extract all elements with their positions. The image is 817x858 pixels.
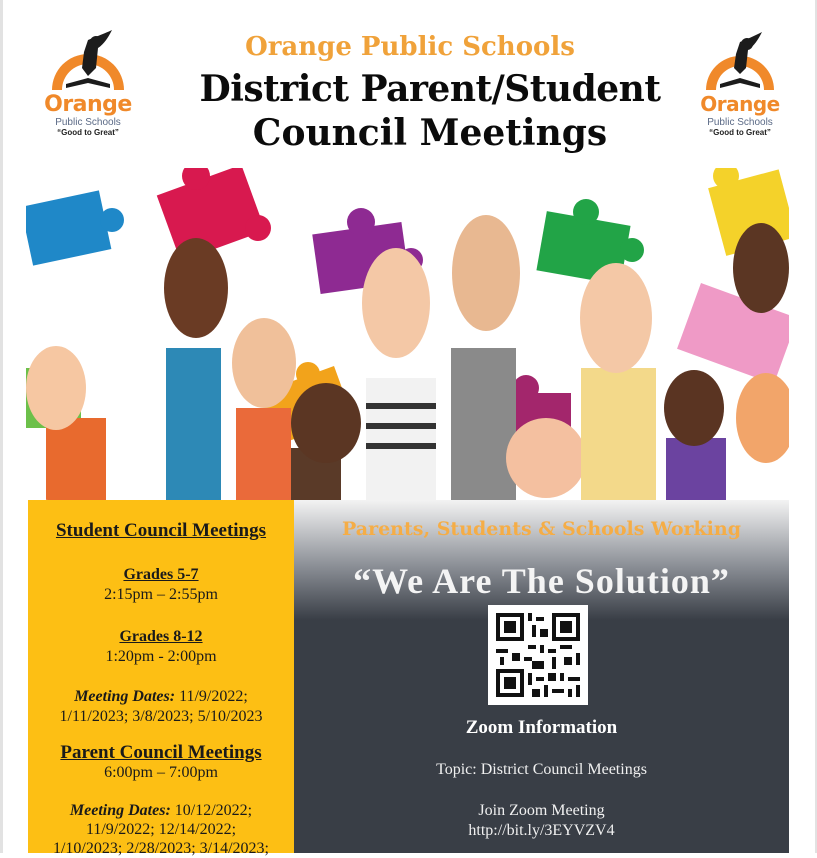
- parent-council-heading: Parent Council Meetings: [60, 742, 262, 763]
- tagline: Parents, Students & Schools Working: [342, 518, 741, 540]
- logo-motto: “Good to Great”: [709, 128, 771, 137]
- page-title-line2: Council Meetings: [252, 112, 608, 154]
- zoom-topic: Topic: District Council Meetings: [436, 761, 647, 778]
- logo-mark-icon: [38, 28, 138, 98]
- grades-8-12-time: 1:20pm - 2:00pm: [105, 648, 217, 665]
- student-council-heading: Student Council Meetings: [55, 520, 267, 541]
- student-dates-value1: 11/9/2022;: [179, 688, 248, 705]
- page-title-line1: District Parent/Student: [199, 68, 661, 110]
- zoom-join-label: Join Zoom Meeting: [478, 802, 605, 819]
- logo-left: [38, 28, 138, 136]
- schedule-panel: [28, 500, 294, 857]
- parent-dates-label: Meeting Dates:: [69, 802, 171, 819]
- org-name: Orange Public Schools: [245, 32, 575, 62]
- parent-council-time: 6:00pm – 7:00pm: [104, 764, 218, 781]
- page-border-left: [0, 0, 3, 853]
- student-dates-label: Meeting Dates:: [74, 688, 176, 705]
- parent-dates-line1: [28, 802, 294, 820]
- hands-puzzle-illustration: [26, 168, 789, 500]
- logo-word: Orange: [44, 92, 132, 117]
- parent-dates-line3: 1/10/2023; 2/28/2023; 3/14/2023;: [52, 840, 269, 857]
- grades-8-12-label: Grades 8-12: [119, 628, 203, 645]
- slogan: “We Are The Solution”: [353, 561, 730, 601]
- student-dates-line1: [28, 688, 294, 706]
- grades-5-7-time: 2:15pm – 2:55pm: [104, 586, 218, 603]
- zoom-link[interactable]: http://bit.ly/3EYVZV4: [468, 822, 615, 839]
- qr-code-icon: [488, 605, 588, 705]
- logo-motto: “Good to Great”: [57, 128, 119, 137]
- zoom-heading: Zoom Information: [465, 717, 618, 738]
- parent-dates-line2: 11/9/2022; 12/14/2022;: [85, 821, 237, 838]
- student-dates-line2: 1/11/2023; 3/8/2023; 5/10/2023: [59, 708, 263, 725]
- hero-illustration: [26, 168, 789, 500]
- grades-5-7-label: Grades 5-7: [123, 566, 199, 583]
- logo-word: Orange: [700, 92, 780, 116]
- parent-dates-value1: 10/12/2022;: [174, 802, 253, 819]
- logo-subtitle: Public Schools: [707, 117, 773, 128]
- logo-subtitle: Public Schools: [55, 117, 121, 128]
